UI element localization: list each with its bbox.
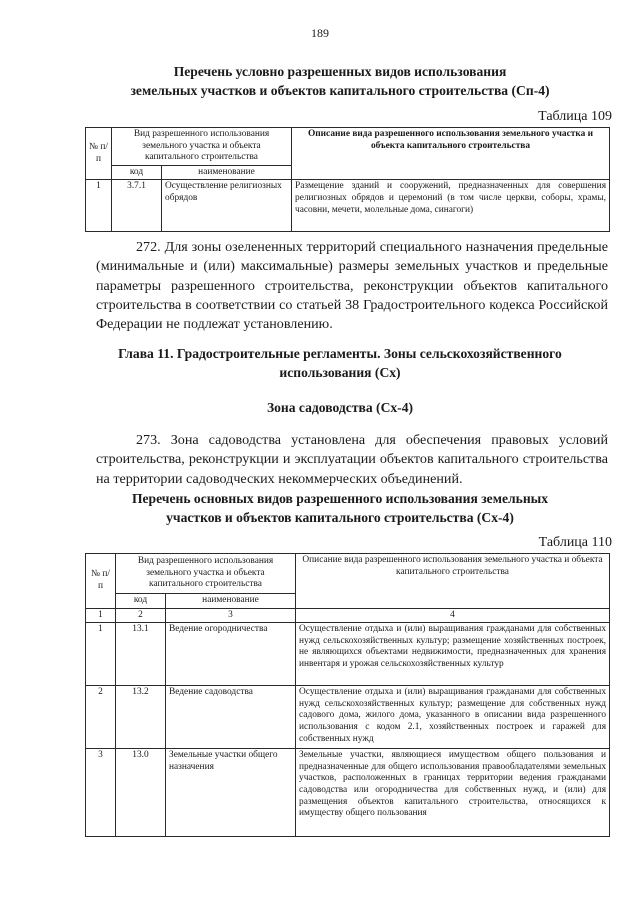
header-name: наименование	[162, 165, 292, 180]
chapter-title	[80, 344, 600, 382]
cell-desc: Размещение зданий и сооружений, предназначенных для совершения религиозных обрядов и церемоний (в том числе церкви, соборы, храмы, часовни, мечети, молельные дома, синагоги)	[292, 180, 610, 232]
cell-num: 1	[86, 180, 112, 232]
col-number: 2	[116, 608, 166, 623]
cell-kod: 3.7.1	[112, 180, 162, 232]
paragraph-273-text: 273. Зона садоводства установлена для обеспечения правовых условий строительства, реконструкции и эксплуатации объектов капитального строительства на территории садоводческих некоммерческих объединений.	[96, 432, 608, 487]
table110-heading-line1: Перечень основных видов разрешенного использования земельных	[131, 491, 549, 506]
table-row	[86, 623, 610, 686]
table110-heading	[80, 489, 600, 527]
header-kod: код	[112, 165, 162, 180]
table109-heading	[80, 62, 600, 100]
paragraph-272-text: 272. Для зоны озелененных территорий специального назначения предельные (минимальные и (или) максимальные) размеры земельных участков и предельные параметры разрешенного строительства, реконструкции объектов капитального строительства в соответствии со статьей 38 Градостроительного кодекса Российской Федерации не подлежат установлению.	[96, 239, 608, 333]
header-kod: код	[116, 594, 166, 609]
cell-num: 1	[86, 623, 116, 686]
cell-kod: 13.2	[116, 686, 166, 749]
column-numbers-row	[86, 608, 610, 623]
cell-desc: Земельные участки, являющиеся имуществом общего пользования и предназначенные для общего использования правообладателями земельных участков, расположенных в границах территории ведения гражданами садоводства или огородничества для собственных нужд, и (или) для размещения объектов капитального строительства, относящихся к имуществу общего пользования	[296, 749, 610, 837]
header-num: № п/п	[86, 128, 112, 180]
table-row	[86, 180, 610, 232]
chapter-title-line1: Глава 11. Градостроительные регламенты. Зоны сельскохозяйственного	[118, 346, 562, 361]
col-number: 1	[86, 608, 116, 623]
col-number: 3	[166, 608, 296, 623]
table109-label: Таблица 109	[538, 109, 612, 124]
cell-kod: 13.0	[116, 749, 166, 837]
col-number: 4	[296, 608, 610, 623]
page-number: 189	[311, 26, 329, 40]
table110-heading-line2: участков и объектов капитального строительства (Сх-4)	[166, 510, 514, 525]
cell-desc: Осуществление отдыха и (или) выращивания гражданами для собственных нужд сельскохозяйственных культур; размещение хозяйственных построек, не являющихся объектами недвижимости, предназначенных для хранения инвентаря и урожая сельскохозяйственных культур	[296, 623, 610, 686]
table109-heading-line2: земельных участков и объектов капитального строительства (Сп-4)	[130, 83, 550, 98]
cell-name: Ведение огородничества	[166, 623, 296, 686]
table110-label: Таблица 110	[538, 535, 612, 550]
header-num: № п/п	[86, 554, 116, 609]
paragraph-273	[96, 431, 608, 489]
cell-name: Ведение садоводства	[166, 686, 296, 749]
header-vid: Вид разрешенного использования земельного участка и объекта капитального строительства	[116, 554, 296, 594]
cell-name: Осуществление религиозных обрядов	[162, 180, 292, 232]
table-109	[85, 127, 610, 232]
table-110	[85, 553, 610, 837]
cell-num: 3	[86, 749, 116, 837]
table109-heading-line1: Перечень условно разрешенных видов использования	[173, 64, 507, 79]
header-desc: Описание вида разрешенного использования земельного участка и объекта капитального строительства	[296, 554, 610, 609]
header-name: наименование	[166, 594, 296, 609]
zone-title: Зона садоводства (Сх-4)	[266, 400, 414, 415]
cell-name: Земельные участки общего назначения	[166, 749, 296, 837]
table-row	[86, 749, 610, 837]
header-desc: Описание вида разрешенного использования земельного участка и объекта капитального строительства	[292, 128, 610, 180]
table-row	[86, 686, 610, 749]
cell-kod: 13.1	[116, 623, 166, 686]
paragraph-272	[96, 238, 608, 334]
cell-num: 2	[86, 686, 116, 749]
chapter-title-line2: использования (Сх)	[279, 365, 401, 380]
cell-desc: Осуществление отдыха и (или) выращивания гражданами для собственных нужд сельскохозяйственных культур; размещение для собственных нужд садового дома, жилого дома, указанного в описании вида разрешенного использования с кодом 2.1, хозяйственных построек и гаражей для собственных нужд	[296, 686, 610, 749]
header-vid: Вид разрешенного использования земельного участка и объекта капитального строительства	[112, 128, 292, 166]
